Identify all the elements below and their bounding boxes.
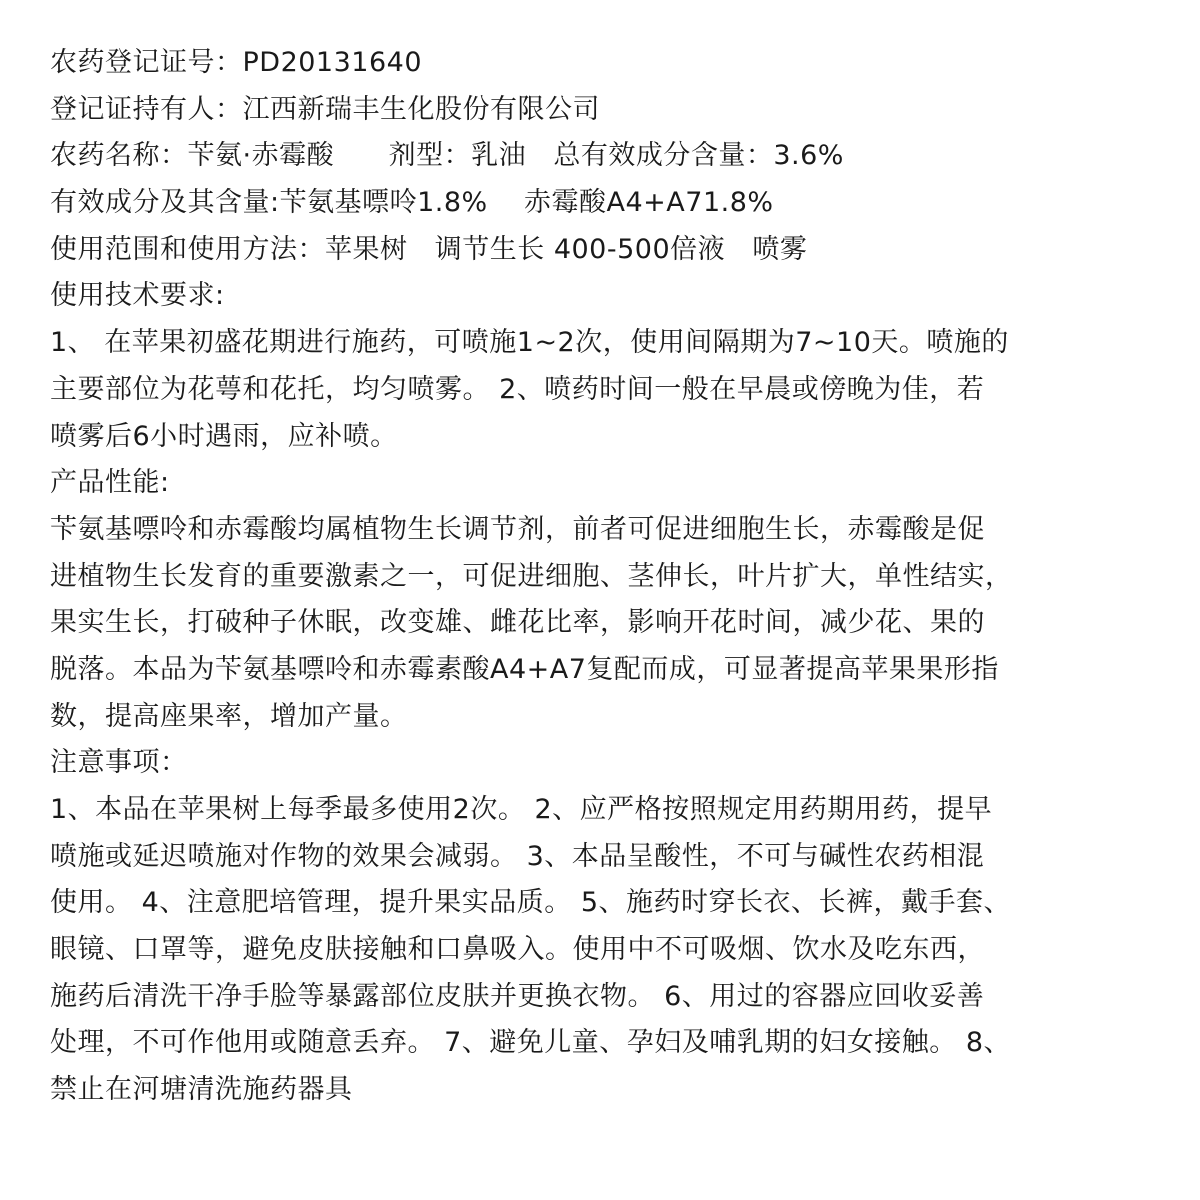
product-performance-text: 苄氨基嘌呤和赤霉酸均属植物生长调节剂，前者可促进细胞生长，赤霉酸是促 [50, 513, 985, 545]
precautions-text: 禁止在河塘清洗施药器具 [50, 1074, 353, 1106]
registration-number-line: 农药登记证号：PD20131640 [50, 47, 422, 78]
technical-requirements-heading: 使用技术要求: [50, 280, 225, 312]
precautions-text: 施药后清洗干净手脸等暴露部位皮肤并更换衣物。 6、用过的容器应回收妥善 [50, 980, 985, 1012]
precautions-heading: 注意事项： [50, 747, 188, 779]
precautions-text: 喷施或延迟喷施对作物的效果会减弱。 3、本品呈酸性，不可与碱性农药相混 [50, 840, 985, 872]
precautions-text: 使用。 4、注意肥培管理，提升果实品质。 5、施药时穿长衣、长裤，戴手套、 [50, 887, 1012, 919]
precautions-text: 眼镜、口罩等，避免皮肤接触和口鼻吸入。使用中不可吸烟、饮水及吃东西， [50, 934, 985, 966]
precautions-text: 1、本品在苹果树上每季最多使用2次。 2、应严格按照规定用药期用药，提早 [50, 794, 993, 825]
product-performance-text: 数，提高座果率，增加产量。 [50, 700, 408, 732]
product-performance-text: 脱落。本品为苄氨基嘌呤和赤霉素酸A4+A7复配而成，可显著提高苹果果形指 [50, 653, 999, 685]
product-name-line: 农药名称：苄氨·赤霉酸 剂型：乳油 总有效成分含量：3.6% [50, 140, 844, 172]
document-body [50, 40, 1160, 1114]
registrant-line: 登记证持有人：江西新瑞丰生化股份有限公司 [50, 93, 600, 125]
usage-scope-line: 使用范围和使用方法：苹果树 调节生长 400-500倍液 喷雾 [50, 233, 808, 265]
technical-requirements-text: 主要部位为花萼和花托，均匀喷雾。 2、喷药时间一般在早晨或傍晚为佳，若 [50, 373, 985, 405]
active-ingredients-line: 有效成分及其含量:苄氨基嘌呤1.8% 赤霉酸A4+A71.8% [50, 187, 774, 219]
precautions-text: 处理，不可作他用或随意丢弃。 7、避免儿童、孕妇及哺乳期的妇女接触。 8、 [50, 1027, 1012, 1059]
product-performance-text: 果实生长，打破种子休眠，改变雄、雌花比率，影响开花时间，减少花、果的 [50, 607, 985, 639]
product-performance-text: 进植物生长发育的重要激素之一，可促进细胞、茎伸长，叶片扩大，单性结实， [50, 560, 1013, 592]
technical-requirements-text: 喷雾后6小时遇雨，应补喷。 [50, 420, 398, 452]
technical-requirements-text: 1、 在苹果初盛花期进行施药，可喷施1~2次，使用间隔期为7~10天。喷施的 [50, 327, 1009, 359]
product-performance-heading: 产品性能: [50, 467, 170, 499]
